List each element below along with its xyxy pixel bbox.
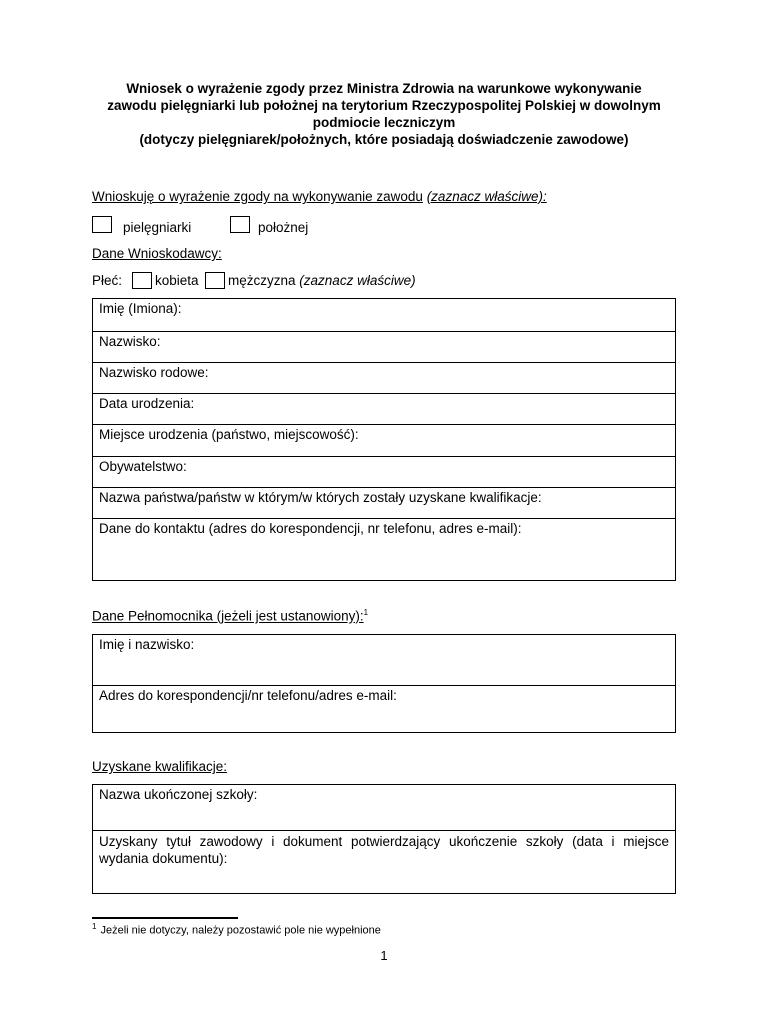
- proxy-heading: Dane Pełnomocnika (jeżeli jest ustanowiony):: [92, 608, 364, 624]
- female-checkbox[interactable]: [132, 272, 152, 289]
- field-label: Uzyskany tytuł zawodowy i dokument potwierdzający ukończenie szkoły (data i miejsce wydania dokumentu):: [99, 834, 669, 866]
- qualifications-table: [92, 784, 676, 894]
- table-row[interactable]: [93, 331, 675, 362]
- table-row[interactable]: [93, 362, 675, 393]
- field-label: Dane do kontaktu (adres do korespondencji, nr telefonu, adres e-mail):: [99, 521, 522, 536]
- request-text: Wnioskuję o wyrażenie zgody na wykonywanie zawodu: [92, 189, 423, 204]
- field-label: Nazwa ukończonej szkoły:: [99, 787, 258, 802]
- field-label: Data urodzenia:: [99, 396, 195, 411]
- midwife-checkbox[interactable]: [230, 216, 250, 233]
- title-line: podmiocie leczniczym: [312, 115, 456, 130]
- field-label: Imię i nazwisko:: [99, 637, 195, 652]
- title-line: Wniosek o wyrażenie zgody przez Ministra Zdrowia na warunkowe wykonywanie: [126, 81, 642, 96]
- sex-options-text: [228, 273, 416, 288]
- table-row[interactable]: [93, 424, 675, 456]
- title-line: (dotyczy pielęgniarek/położnych, które posiadają doświadczenie zawodowe): [139, 132, 629, 147]
- field-label: Miejsce urodzenia (państwo, miejscowość):: [99, 427, 359, 442]
- sex-label: Płeć:: [92, 273, 123, 288]
- table-row[interactable]: [93, 830, 675, 893]
- male-checkbox[interactable]: [205, 272, 225, 289]
- field-label: Adres do korespondencji/nr telefonu/adres e-mail:: [99, 688, 397, 703]
- sex-hint: (zaznacz właściwe): [299, 273, 416, 288]
- table-row[interactable]: [93, 487, 675, 518]
- qualifications-heading: Uzyskane kwalifikacje:: [92, 759, 228, 774]
- field-label: Obywatelstwo:: [99, 459, 187, 474]
- table-row[interactable]: [93, 518, 675, 580]
- midwife-label: położnej: [258, 220, 309, 235]
- applicant-table: [92, 298, 676, 581]
- proxy-table: [92, 634, 676, 733]
- table-row[interactable]: [93, 456, 675, 487]
- proxy-heading-line: [92, 608, 368, 624]
- field-label: Nazwa państwa/państw w którym/w których zostały uzyskane kwalifikacje:: [99, 490, 542, 505]
- nurse-checkbox[interactable]: [92, 216, 112, 233]
- document-title: [80, 80, 688, 148]
- field-label: Imię (Imiona):: [99, 301, 182, 316]
- field-label: Nazwisko:: [99, 334, 161, 349]
- request-line: [92, 189, 547, 204]
- page-number: 1: [380, 948, 388, 963]
- footnote-divider: [92, 917, 238, 919]
- table-row[interactable]: [93, 635, 675, 685]
- male-label: mężczyzna: [228, 273, 296, 288]
- footnote-ref: 1: [363, 608, 369, 617]
- field-label: Nazwisko rodowe:: [99, 365, 209, 380]
- request-hint: (zaznacz właściwe):: [426, 189, 547, 204]
- footnote-number: 1: [92, 922, 97, 931]
- footnote-text: Jeżeli nie dotyczy, należy pozostawić pole nie wypełnione: [100, 924, 381, 937]
- table-row[interactable]: [93, 299, 675, 331]
- nurse-label: pielęgniarki: [123, 220, 192, 235]
- footnote: [92, 922, 381, 937]
- table-row[interactable]: [93, 785, 675, 830]
- table-row[interactable]: [93, 393, 675, 424]
- applicant-heading: Dane Wnioskodawcy:: [92, 246, 222, 261]
- female-label: kobieta: [155, 273, 199, 288]
- table-row[interactable]: [93, 685, 675, 732]
- title-line: zawodu pielęgniarki lub położnej na terytorium Rzeczypospolitej Polskiej w dowolnym: [107, 98, 661, 113]
